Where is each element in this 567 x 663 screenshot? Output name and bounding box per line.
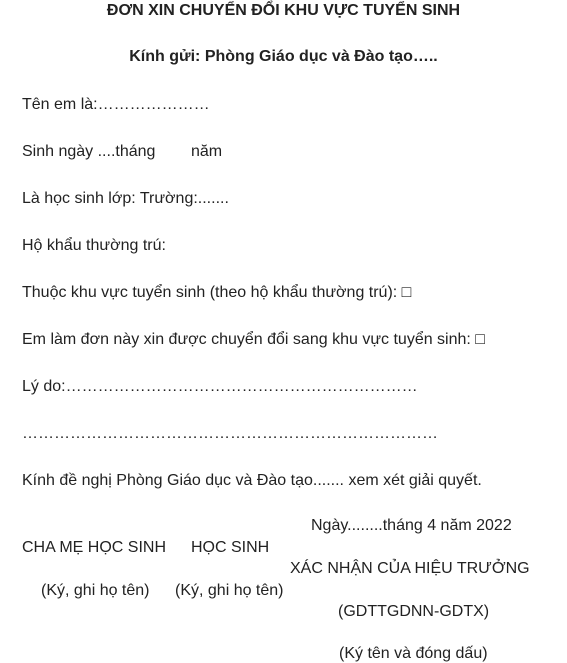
class-school-field: Là học sinh lớp: Trường:....... (22, 190, 229, 207)
reason-continued-line: …………………………………………………………………… (22, 425, 438, 442)
current-area-field: Thuộc khu vực tuyển sinh (theo hộ khẩu thường trú): □ (22, 284, 412, 301)
parent-signature-note: (Ký, ghi họ tên) (41, 582, 150, 599)
request-area-field: Em làm đơn này xin được chuyển đổi sang khu vực tuyển sinh: □ (22, 331, 485, 348)
reason-field: Lý do:………………………………………………………… (22, 378, 418, 395)
student-signature-label: HỌC SINH (191, 539, 270, 556)
closing-line: Kính đề nghị Phòng Giáo dục và Đào tạo....... xem xét giải quyết. (22, 472, 482, 489)
birth-date-field: Sinh ngày ....tháng năm (22, 143, 223, 160)
name-field: Tên em là:………………… (22, 96, 210, 113)
recipient-line: Kính gửi: Phòng Giáo dục và Đào tạo….. (129, 48, 438, 65)
parent-signature-label: CHA MẸ HỌC SINH (22, 539, 167, 556)
date-line: Ngày........tháng 4 năm 2022 (311, 517, 512, 534)
document-title: ĐƠN XIN CHUYỂN ĐỔI KHU VỰC TUYỂN SINH (106, 2, 461, 19)
principal-signature-label: XÁC NHẬN CỦA HIỆU TRƯỞNG (290, 560, 530, 577)
student-signature-note: (Ký, ghi họ tên) (175, 582, 284, 599)
principal-signature-note: (Ký tên và đóng dấu) (339, 645, 488, 662)
residence-field: Hộ khẩu thường trú: (22, 237, 166, 254)
principal-unit-label: (GDTTGDNN-GDTX) (338, 603, 490, 620)
